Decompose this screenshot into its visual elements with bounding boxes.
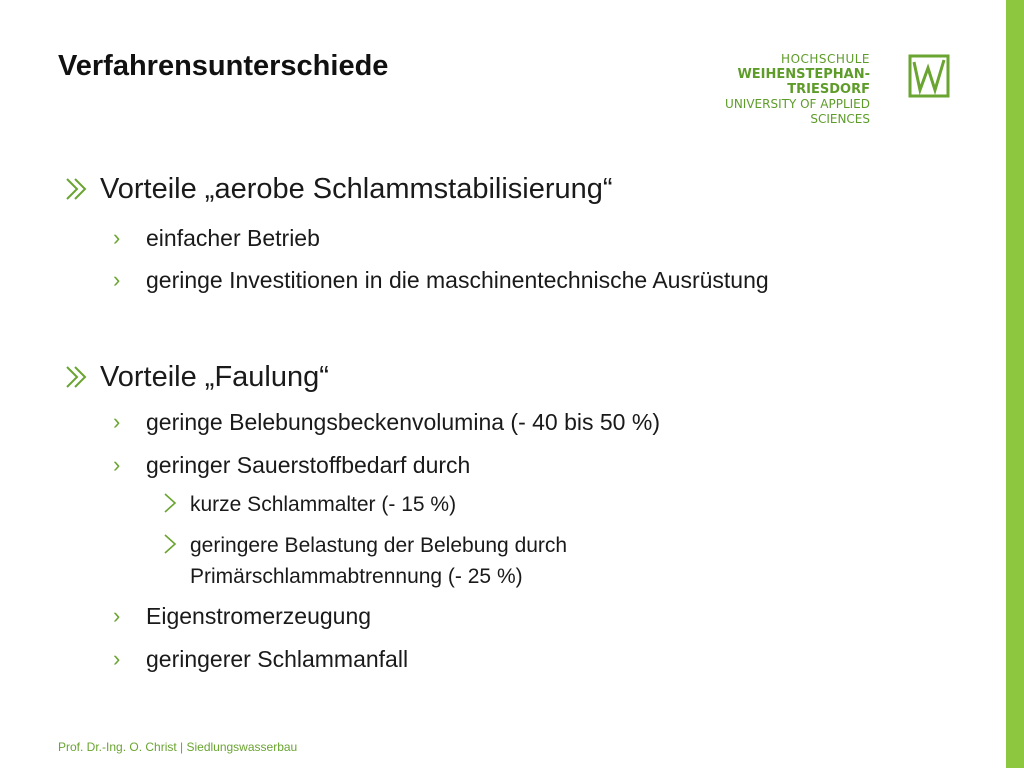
chevron-right-icon [162, 533, 178, 555]
slide-title: Verfahrensunterschiede [58, 50, 389, 82]
chevron-right-icon: › [113, 603, 121, 628]
logo-line-1: HOCHSCHULE [781, 52, 870, 66]
list-item: geringe Investitionen in die maschinentechnische Ausrüstung [146, 267, 769, 293]
sub-list-item-line: Primärschlammabtrennung (- 25 %) [190, 565, 523, 588]
double-chevron-icon [64, 176, 90, 202]
sub-list-item-line: geringere Belastung der Belebung durch [190, 534, 568, 557]
accent-side-bar [1006, 0, 1024, 768]
chevron-right-icon: › [113, 225, 121, 250]
university-logo [680, 52, 950, 126]
chevron-right-icon: › [113, 409, 121, 434]
chevron-right-icon: › [113, 452, 121, 477]
double-chevron-icon [64, 364, 90, 390]
logo-line-2: WEIHENSTEPHAN-TRIESDORF [737, 67, 870, 97]
logo-line-3: UNIVERSITY OF APPLIED SCIENCES [725, 97, 870, 126]
list-item: geringe Belebungsbeckenvolumina (- 40 bis 50 %) [146, 409, 660, 435]
chevron-right-icon: › [113, 267, 121, 292]
list-item: einfacher Betrieb [146, 225, 320, 251]
chevron-right-icon [162, 492, 178, 514]
list-item: geringer Sauerstoffbedarf durch [146, 452, 471, 478]
slide-footer: Prof. Dr.-Ing. O. Christ | Siedlungswasserbau [58, 740, 298, 754]
list-item: Eigenstromerzeugung [146, 603, 372, 629]
section-heading-aerob: Vorteile „aerobe Schlammstabilisierung“ [100, 173, 613, 205]
list-item: geringerer Schlammanfall [146, 646, 409, 672]
sub-list-item: kurze Schlammalter (- 15 %) [190, 493, 457, 516]
logo-text [680, 52, 870, 127]
logo-mark-icon [908, 54, 950, 98]
chevron-right-icon: › [113, 646, 121, 671]
section-heading-faulung: Vorteile „Faulung“ [100, 361, 329, 393]
sub-list-item [190, 530, 567, 592]
